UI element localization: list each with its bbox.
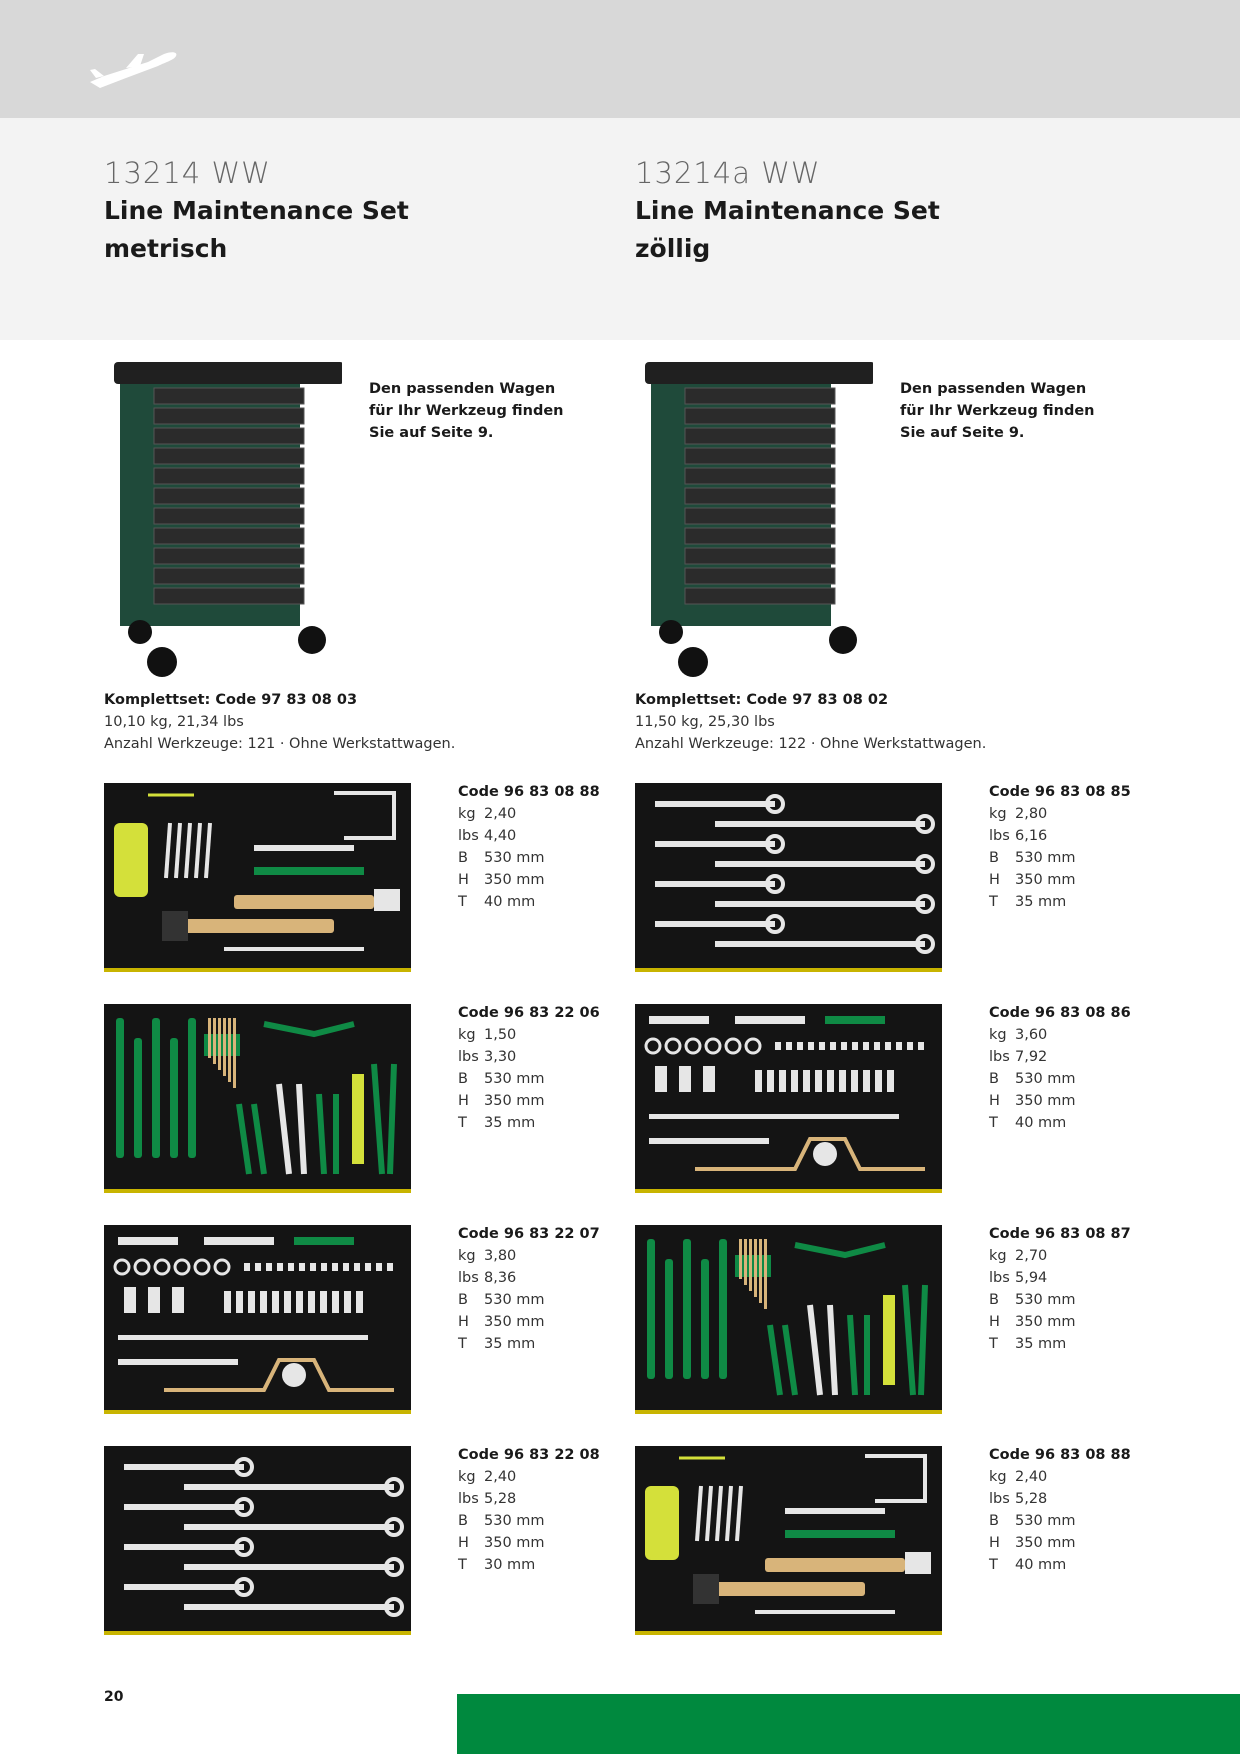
spec-value: 350 mm — [484, 1535, 545, 1551]
spec-row-lbs — [458, 1046, 600, 1068]
tool-tray-illustration — [104, 783, 411, 968]
kit-weight: 11,50 kg, 25,30 lbs — [635, 714, 775, 730]
spec-row-depth — [458, 1112, 600, 1134]
spec-value: 2,40 — [1015, 1469, 1048, 1485]
kit-title: Komplettset: Code 97 83 08 03 — [104, 692, 358, 708]
tool-tray-image — [635, 1004, 942, 1193]
tray-code: Code 96 83 08 88 — [458, 784, 600, 800]
spec-row-depth — [989, 1333, 1131, 1355]
spec-value: 8,36 — [484, 1270, 517, 1286]
spec-value: 350 mm — [1015, 1314, 1076, 1330]
spec-value: 350 mm — [1015, 1535, 1076, 1551]
kit-weight: 10,10 kg, 21,34 lbs — [104, 714, 244, 730]
spec-label: kg — [989, 806, 1007, 822]
spec-row-height — [989, 869, 1131, 891]
spec-row-width — [458, 1510, 600, 1532]
spec-value: 3,60 — [1015, 1027, 1048, 1043]
spec-value: 530 mm — [484, 850, 545, 866]
spec-label: T — [989, 1557, 998, 1573]
spec-label: T — [458, 894, 467, 910]
spec-row-depth — [989, 1554, 1131, 1576]
spec-label: kg — [458, 1248, 476, 1264]
spec-row-width — [989, 1510, 1131, 1532]
spec-label: kg — [989, 1248, 1007, 1264]
tray-specs — [989, 781, 1131, 913]
spec-row-height — [989, 1090, 1131, 1112]
spec-label: B — [989, 1292, 999, 1308]
spec-value: 5,94 — [1015, 1270, 1048, 1286]
spec-label: lbs — [458, 828, 479, 844]
spec-row-lbs — [989, 1267, 1131, 1289]
spec-label: H — [458, 872, 469, 888]
tool-tray-image — [104, 1446, 411, 1635]
spec-label: kg — [989, 1027, 1007, 1043]
airplane-icon — [86, 48, 182, 96]
tray-specs — [989, 1002, 1131, 1134]
spec-label: H — [458, 1535, 469, 1551]
kit-title: Komplettset: Code 97 83 08 02 — [635, 692, 889, 708]
spec-value: 35 mm — [484, 1115, 536, 1131]
spec-value: 3,30 — [484, 1049, 517, 1065]
tray-specs — [989, 1223, 1131, 1355]
tool-tray-illustration — [104, 1004, 411, 1189]
spec-row-width — [458, 1068, 600, 1090]
spec-value: 530 mm — [1015, 1292, 1076, 1308]
spec-value: 530 mm — [1015, 1513, 1076, 1529]
spec-row-lbs — [989, 825, 1131, 847]
spec-row-width — [458, 1289, 600, 1311]
spec-label: T — [989, 894, 998, 910]
spec-row-width — [989, 1068, 1131, 1090]
spec-value: 350 mm — [1015, 872, 1076, 888]
tray-code: Code 96 83 08 87 — [989, 1226, 1131, 1242]
spec-row-kg — [458, 1466, 600, 1488]
spec-value: 7,92 — [1015, 1049, 1048, 1065]
spec-row-depth — [458, 1333, 600, 1355]
top-banner — [0, 0, 1240, 118]
product-title: Line Maintenance Set metrisch — [104, 196, 409, 263]
spec-label: H — [989, 872, 1000, 888]
spec-label: B — [458, 850, 468, 866]
spec-row-lbs — [458, 1488, 600, 1510]
spec-label: lbs — [989, 1270, 1010, 1286]
spec-value: 530 mm — [484, 1071, 545, 1087]
spec-label: kg — [458, 1469, 476, 1485]
cart-reference-note: Den passenden Wagen für Ihr Werkzeug finden Sie auf Seite 9. — [369, 381, 564, 441]
tool-tray-image — [104, 1004, 411, 1193]
tool-tray-image — [635, 783, 942, 972]
spec-row-width — [989, 1289, 1131, 1311]
spec-value: 35 mm — [484, 1336, 536, 1352]
tray-specs — [458, 1444, 600, 1576]
tool-tray-image — [635, 1446, 942, 1635]
spec-value: 40 mm — [1015, 1115, 1067, 1131]
product-title: Line Maintenance Set zöllig — [635, 196, 940, 263]
tray-code: Code 96 83 22 07 — [458, 1226, 600, 1242]
spec-label: H — [458, 1093, 469, 1109]
spec-row-height — [458, 1090, 600, 1112]
kit-tool-count: Anzahl Werkzeuge: 121 · Ohne Werkstattwagen. — [104, 736, 456, 752]
spec-label: lbs — [989, 1491, 1010, 1507]
tool-tray-illustration — [635, 1446, 942, 1631]
spec-value: 350 mm — [484, 872, 545, 888]
tool-tray-illustration — [104, 1446, 411, 1631]
spec-label: B — [458, 1513, 468, 1529]
product-code: 13214a WW — [635, 156, 821, 190]
spec-row-lbs — [989, 1046, 1131, 1068]
spec-label: kg — [458, 1027, 476, 1043]
spec-value: 2,40 — [484, 1469, 517, 1485]
spec-value: 30 mm — [484, 1557, 536, 1573]
spec-label: B — [989, 1513, 999, 1529]
spec-value: 530 mm — [1015, 850, 1076, 866]
spec-row-lbs — [458, 825, 600, 847]
tray-code: Code 96 83 22 08 — [458, 1447, 600, 1463]
spec-label: H — [989, 1535, 1000, 1551]
spec-label: B — [458, 1292, 468, 1308]
tool-tray-illustration — [635, 1004, 942, 1189]
spec-row-depth — [989, 1112, 1131, 1134]
spec-value: 35 mm — [1015, 894, 1067, 910]
spec-value: 40 mm — [1015, 1557, 1067, 1573]
spec-value: 350 mm — [484, 1314, 545, 1330]
spec-row-kg — [458, 1024, 600, 1046]
spec-value: 530 mm — [484, 1513, 545, 1529]
spec-row-kg — [458, 1245, 600, 1267]
tray-code: Code 96 83 22 06 — [458, 1005, 600, 1021]
spec-label: T — [989, 1336, 998, 1352]
spec-label: lbs — [458, 1491, 479, 1507]
tray-code: Code 96 83 08 88 — [989, 1447, 1131, 1463]
spec-row-depth — [989, 891, 1131, 913]
tray-specs — [989, 1444, 1131, 1576]
spec-row-height — [458, 1311, 600, 1333]
spec-label: T — [989, 1115, 998, 1131]
spec-label: B — [989, 850, 999, 866]
spec-row-height — [458, 869, 600, 891]
tray-specs — [458, 781, 600, 913]
kit-tool-count: Anzahl Werkzeuge: 122 · Ohne Werkstattwagen. — [635, 736, 987, 752]
spec-row-kg — [989, 1245, 1131, 1267]
spec-value: 2,70 — [1015, 1248, 1048, 1264]
tray-code: Code 96 83 08 85 — [989, 784, 1131, 800]
tool-tray-illustration — [635, 783, 942, 968]
tool-tray-image — [104, 1225, 411, 1414]
product-code: 13214 WW — [104, 156, 271, 190]
spec-label: H — [989, 1314, 1000, 1330]
tool-tray-illustration — [635, 1225, 942, 1410]
spec-value: 5,28 — [1015, 1491, 1048, 1507]
spec-value: 350 mm — [484, 1093, 545, 1109]
spec-label: lbs — [989, 828, 1010, 844]
spec-row-depth — [458, 891, 600, 913]
tray-code: Code 96 83 08 86 — [989, 1005, 1131, 1021]
spec-value: 1,50 — [484, 1027, 517, 1043]
spec-value: 530 mm — [484, 1292, 545, 1308]
tool-tray-illustration — [104, 1225, 411, 1410]
spec-label: lbs — [458, 1270, 479, 1286]
spec-row-kg — [989, 803, 1131, 825]
spec-row-lbs — [458, 1267, 600, 1289]
spec-label: T — [458, 1557, 467, 1573]
brand-color-bar — [457, 1694, 1240, 1754]
spec-row-kg — [989, 1024, 1131, 1046]
page-number: 20 — [104, 1689, 124, 1705]
tool-tray-image — [104, 783, 411, 972]
tray-specs — [458, 1223, 600, 1355]
spec-row-lbs — [989, 1488, 1131, 1510]
spec-row-height — [458, 1532, 600, 1554]
spec-value: 2,40 — [484, 806, 517, 822]
spec-value: 530 mm — [1015, 1071, 1076, 1087]
cart-reference-note: Den passenden Wagen für Ihr Werkzeug finden Sie auf Seite 9. — [900, 381, 1095, 441]
tool-cart-image — [643, 356, 873, 686]
spec-label: kg — [989, 1469, 1007, 1485]
spec-label: lbs — [458, 1049, 479, 1065]
spec-label: B — [458, 1071, 468, 1087]
spec-row-width — [989, 847, 1131, 869]
spec-label: B — [989, 1071, 999, 1087]
spec-label: kg — [458, 806, 476, 822]
spec-value: 6,16 — [1015, 828, 1048, 844]
tool-cart-image — [112, 356, 342, 686]
spec-label: T — [458, 1115, 467, 1131]
spec-row-height — [989, 1532, 1131, 1554]
spec-row-height — [989, 1311, 1131, 1333]
spec-value: 40 mm — [484, 894, 536, 910]
spec-row-kg — [989, 1466, 1131, 1488]
spec-label: H — [458, 1314, 469, 1330]
spec-row-kg — [458, 803, 600, 825]
tool-tray-image — [635, 1225, 942, 1414]
spec-row-depth — [458, 1554, 600, 1576]
spec-value: 4,40 — [484, 828, 517, 844]
tray-specs — [458, 1002, 600, 1134]
spec-value: 35 mm — [1015, 1336, 1067, 1352]
spec-value: 2,80 — [1015, 806, 1048, 822]
spec-value: 350 mm — [1015, 1093, 1076, 1109]
spec-value: 5,28 — [484, 1491, 517, 1507]
spec-label: lbs — [989, 1049, 1010, 1065]
spec-row-width — [458, 847, 600, 869]
spec-value: 3,80 — [484, 1248, 517, 1264]
spec-label: H — [989, 1093, 1000, 1109]
spec-label: T — [458, 1336, 467, 1352]
